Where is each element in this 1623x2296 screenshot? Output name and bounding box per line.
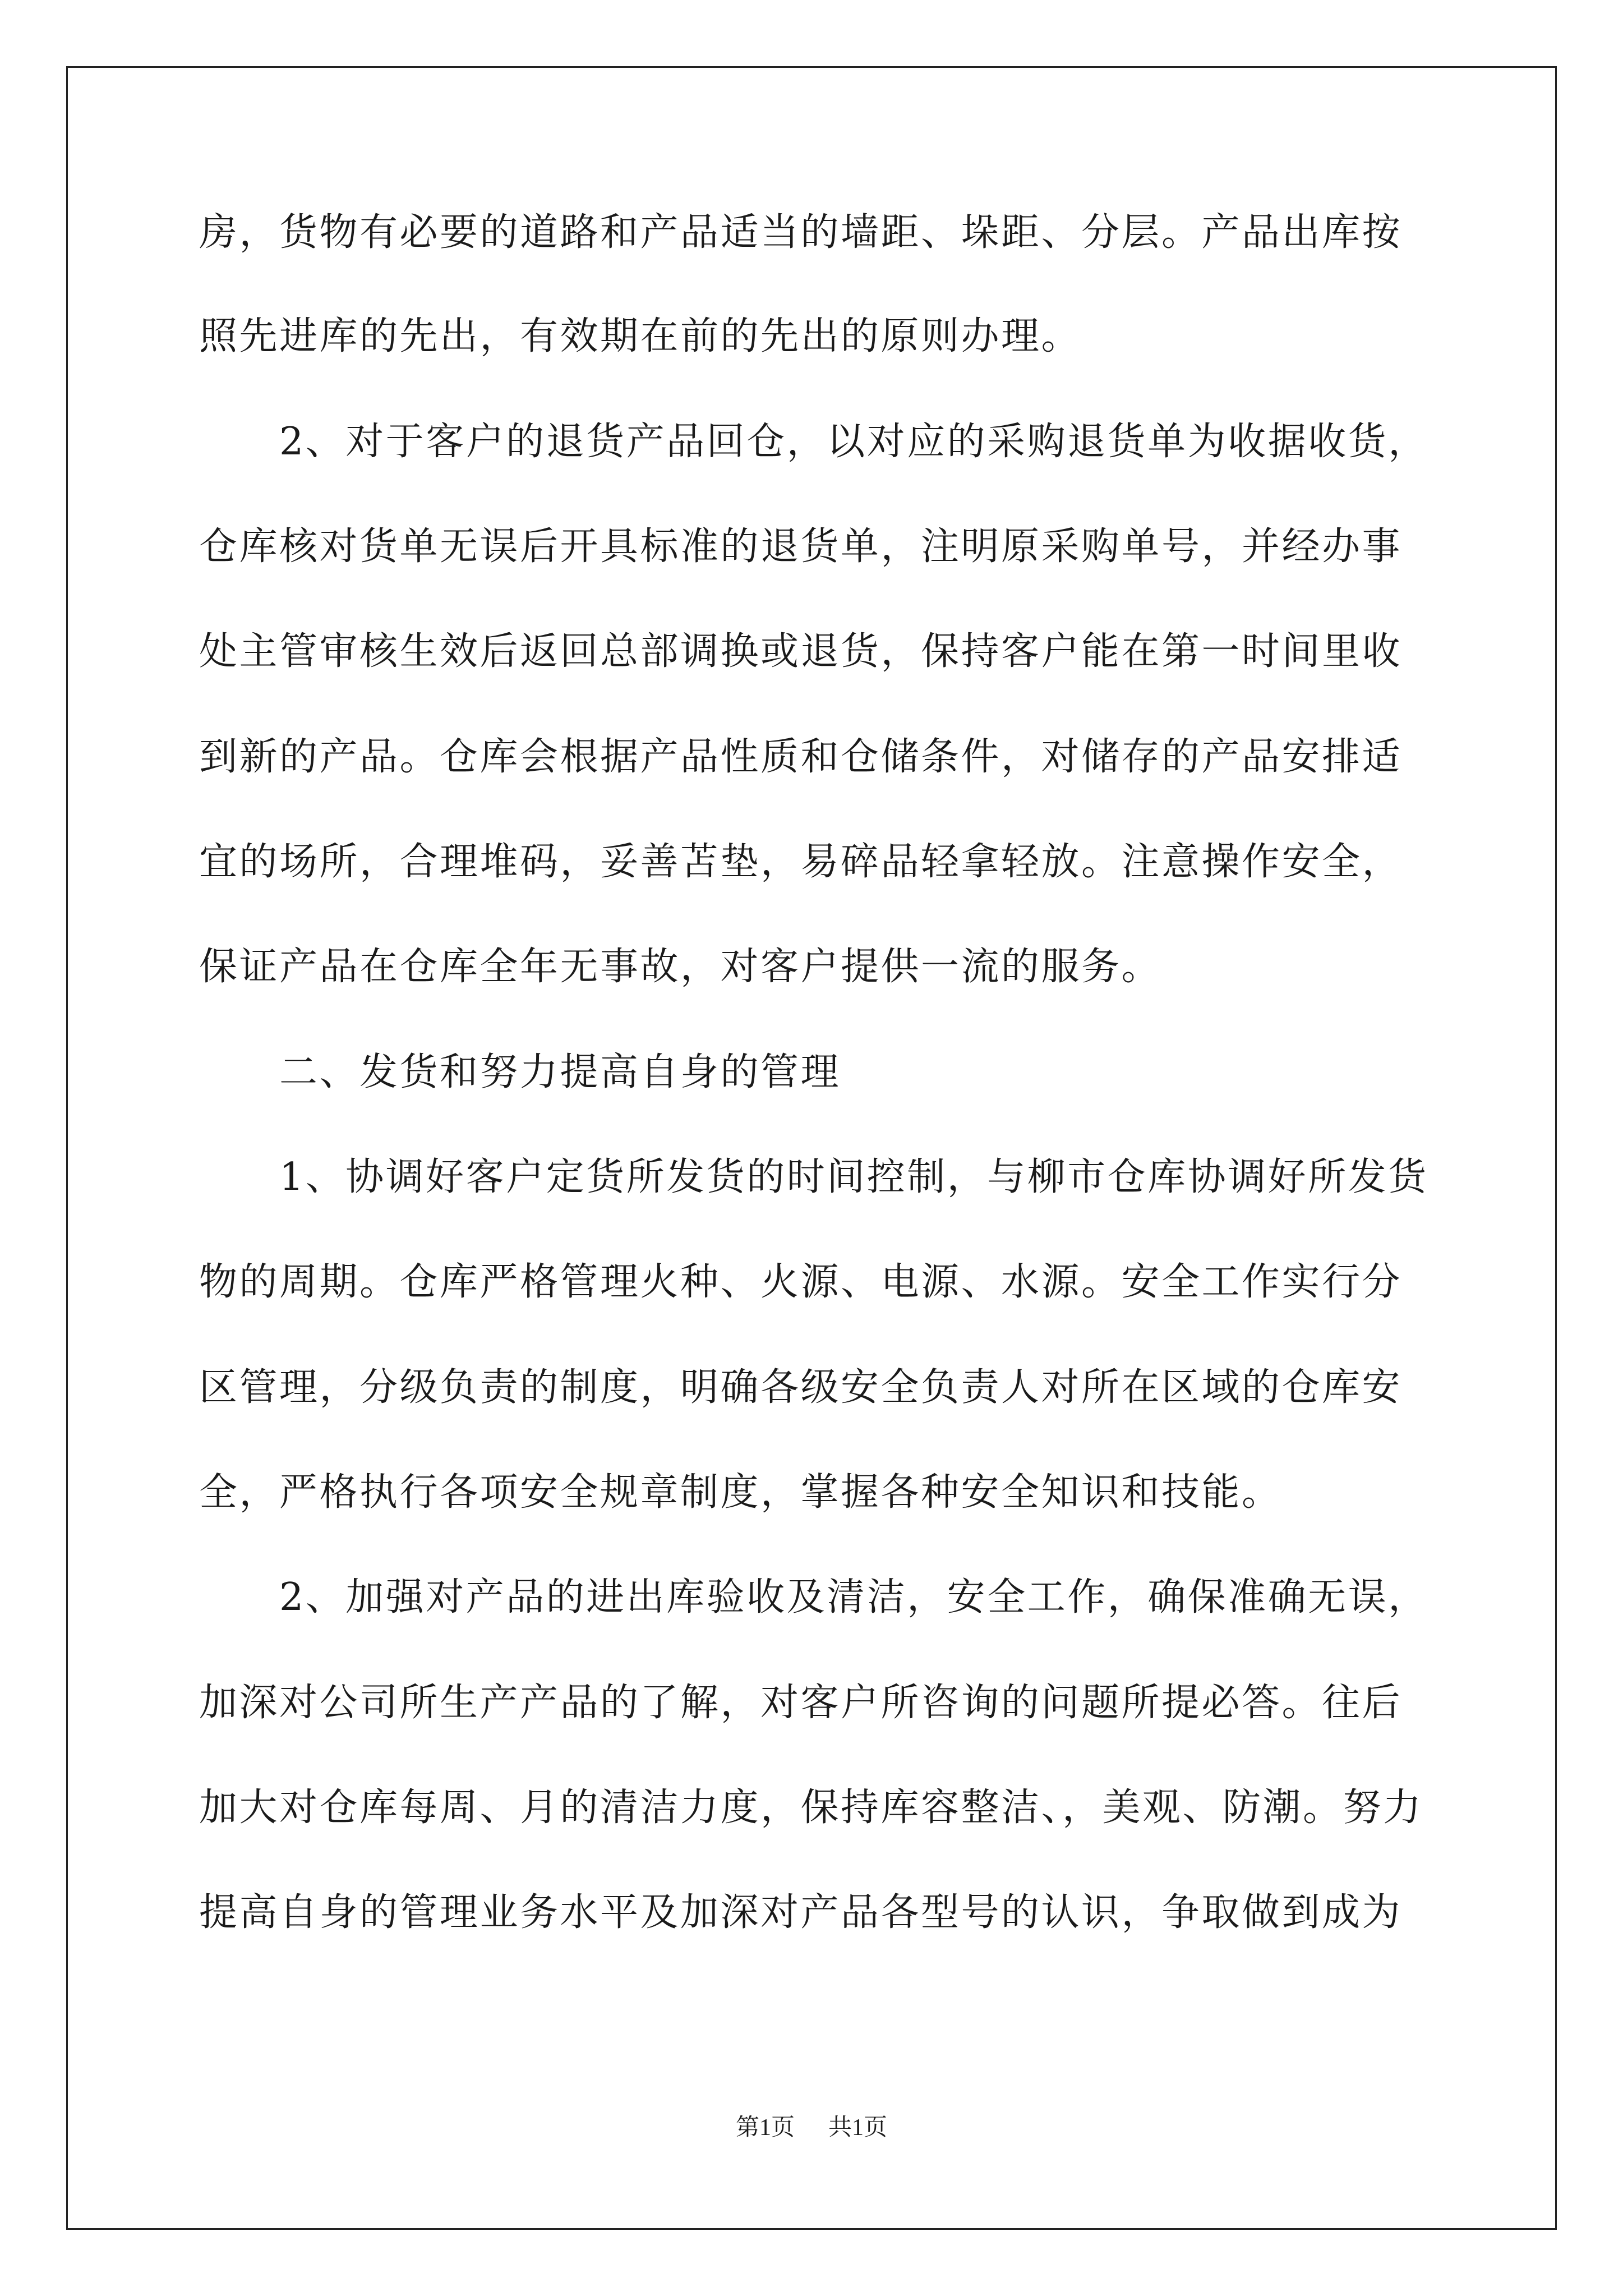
- text-line: 仓库核对货单无误后开具标准的退货单，注明原采购单号，并经办事: [199, 524, 1403, 569]
- text-line: 加深对公司所生产产品的了解，对客户所咨询的问题所提必答。往后: [199, 1681, 1403, 1725]
- text-line: 提高自身的管理业务水平及加深对产品各型号的认识，争取做到成为: [199, 1890, 1403, 1935]
- text-line: 房，货物有必要的道路和产品适当的墙距、垛距、分层。产品出库按: [199, 210, 1403, 255]
- text-line: 区管理，分级负责的制度，明确各级安全负责人对所在区域的仓库安: [199, 1365, 1403, 1410]
- text-line: 照先进库的先出，有效期在前的先出的原则办理。: [199, 314, 1082, 358]
- text-line: 1、协调好客户定货所发货的时间控制，与柳市仓库协调好所发货: [199, 1155, 1428, 1199]
- text-line: 2、加强对产品的进出库验收及清洁，安全工作，确保准确无误，: [199, 1575, 1428, 1619]
- text-line: 处主管审核生效后返回总部调换或退货，保持客户能在第一时间里收: [199, 629, 1403, 674]
- page-footer: [0, 2114, 1623, 2142]
- text-line: 全，严格执行各项安全规章制度，掌握各种安全知识和技能。: [199, 1470, 1282, 1515]
- text-line: 宜的场所，合理堆码，妥善苫垫，易碎品轻拿轻放。注意操作安全，: [199, 840, 1403, 884]
- text-line: 物的周期。仓库严格管理火种、火源、电源、水源。安全工作实行分: [199, 1260, 1403, 1304]
- text-line: 到新的产品。仓库会根据产品性质和仓储条件，对储存的产品安排适: [199, 735, 1403, 779]
- text-line: 保证产品在仓库全年无事故，对客户提供一流的服务。: [199, 945, 1162, 989]
- page-total: 共1页: [828, 2115, 888, 2141]
- text-line: 加大对仓库每周、月的清洁力度，保持库容整洁、，美观、防潮。努力: [199, 1786, 1423, 1830]
- text-line: 2、对于客户的退货产品回仓，以对应的采购退货单为收据收货，: [199, 420, 1428, 464]
- section-heading: 二、发货和努力提高自身的管理: [199, 1050, 841, 1094]
- page-number: 第1页: [735, 2115, 795, 2141]
